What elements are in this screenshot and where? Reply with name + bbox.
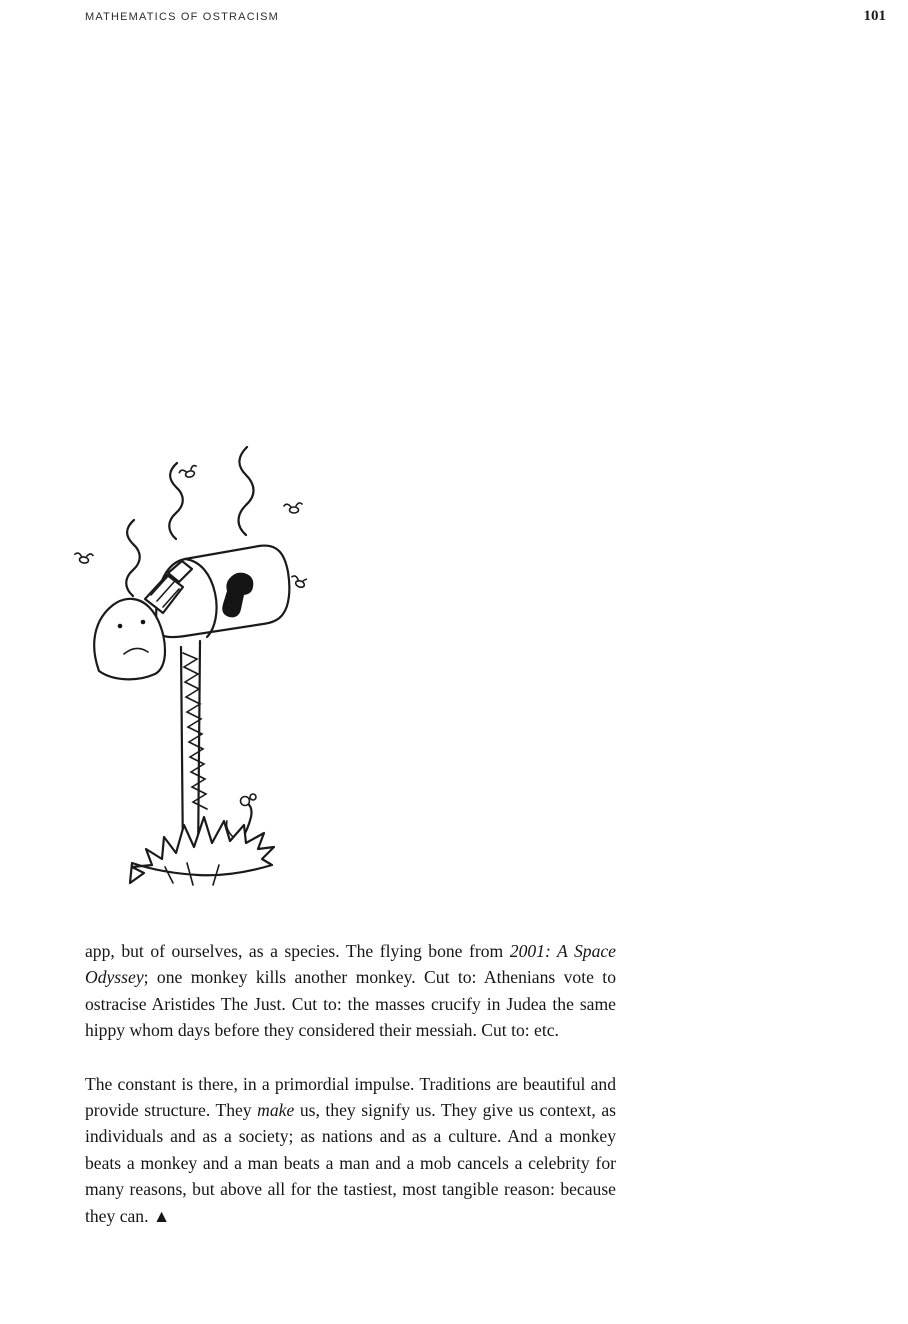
fly-icon bbox=[290, 574, 307, 590]
text-run: app, but of ourselves, as a species. The flying bone from bbox=[85, 941, 510, 961]
paragraph-2 bbox=[85, 1071, 616, 1229]
text-run: ; one monkey kills another monkey. Cut to: Athenians vote to ostracise Aristides The Just. Cut to: the masses crucify in Judea the same hippy whom days before they considered their messiah. Cut to: etc. bbox=[85, 967, 616, 1041]
mailbox-with-flies-illustration bbox=[73, 433, 307, 907]
paragraph-1 bbox=[85, 938, 616, 1044]
sad-stone-icon bbox=[94, 599, 165, 680]
fly-icon bbox=[74, 551, 93, 564]
text-run: us, they signify us. They give us context, as individuals and as a society; as nations and as a culture. And a monkey beats a monkey and a man beats a man and a mob cancels a celebrity for many reasons, but above all for the tastiest, most tangible reason: because they can. ▲ bbox=[85, 1100, 616, 1226]
grass-icon bbox=[130, 817, 274, 885]
mailbox-icon bbox=[145, 546, 289, 638]
fly-icon bbox=[178, 465, 198, 479]
body-text bbox=[85, 938, 616, 1229]
running-header: MATHEMATICS OF OSTRACISM bbox=[85, 11, 280, 23]
text-run: The constant is there, in a primordial impulse. Traditions are beautiful and provide structure. They bbox=[85, 1073, 616, 1121]
italic-title: 2001: A Space Odyssey bbox=[85, 941, 616, 988]
page-number: 101 bbox=[863, 8, 886, 24]
italic-word: make bbox=[257, 1100, 295, 1121]
fly-icon bbox=[284, 503, 302, 513]
